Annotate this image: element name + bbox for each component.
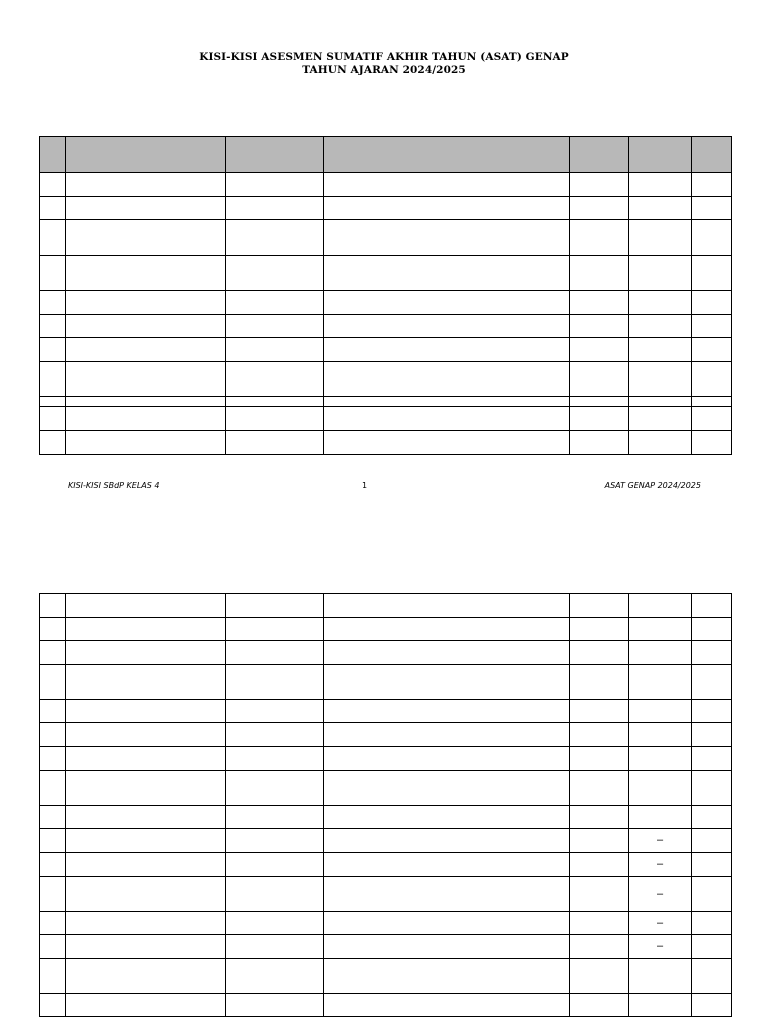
document-title: KISI-KISI ASESMEN SUMATIF AKHIR TAHUN (ASAT) GENAP [199,51,569,63]
table-row [40,256,732,291]
kisi-kisi-table-page-2 [39,593,732,1017]
dash-mark: – [629,829,692,853]
table-row [40,618,732,641]
header-cell [570,137,629,173]
table-row [40,959,732,994]
table-row [40,291,732,315]
table-row [40,594,732,618]
table-row [40,994,732,1017]
header-cell [324,137,570,173]
table-row [40,723,732,747]
table-row [40,220,732,256]
table-row [40,397,732,407]
table-row [40,197,732,220]
dash-mark: – [629,853,692,877]
dash-mark: – [629,912,692,935]
dash-mark: – [629,935,692,959]
table-row [40,407,732,431]
document-subtitle: TAHUN AJARAN 2024/2025 [302,64,466,76]
table-header-row [40,137,732,173]
table-row [40,431,732,455]
table-row [40,700,732,723]
table-row [40,315,732,338]
header-cell [40,137,66,173]
header-cell [629,137,692,173]
table-row [40,912,732,935]
table-row [40,853,732,877]
header-cell [226,137,324,173]
table-row [40,806,732,829]
table-row [40,173,732,197]
table-row [40,829,732,853]
table-row [40,338,732,362]
table-row [40,771,732,806]
table-row [40,362,732,397]
table-row [40,877,732,912]
table-row [40,641,732,665]
table-row [40,747,732,771]
footer-left: KISI-KISI SBdP KELAS 4 [68,481,160,490]
dash-mark: – [629,877,692,912]
table-row [40,935,732,959]
header-cell [66,137,226,173]
page-number: 1 [362,481,368,490]
header-cell [692,137,732,173]
kisi-kisi-table-page-1 [39,136,732,455]
footer-right: ASAT GENAP 2024/2025 [604,481,701,490]
table-row [40,665,732,700]
